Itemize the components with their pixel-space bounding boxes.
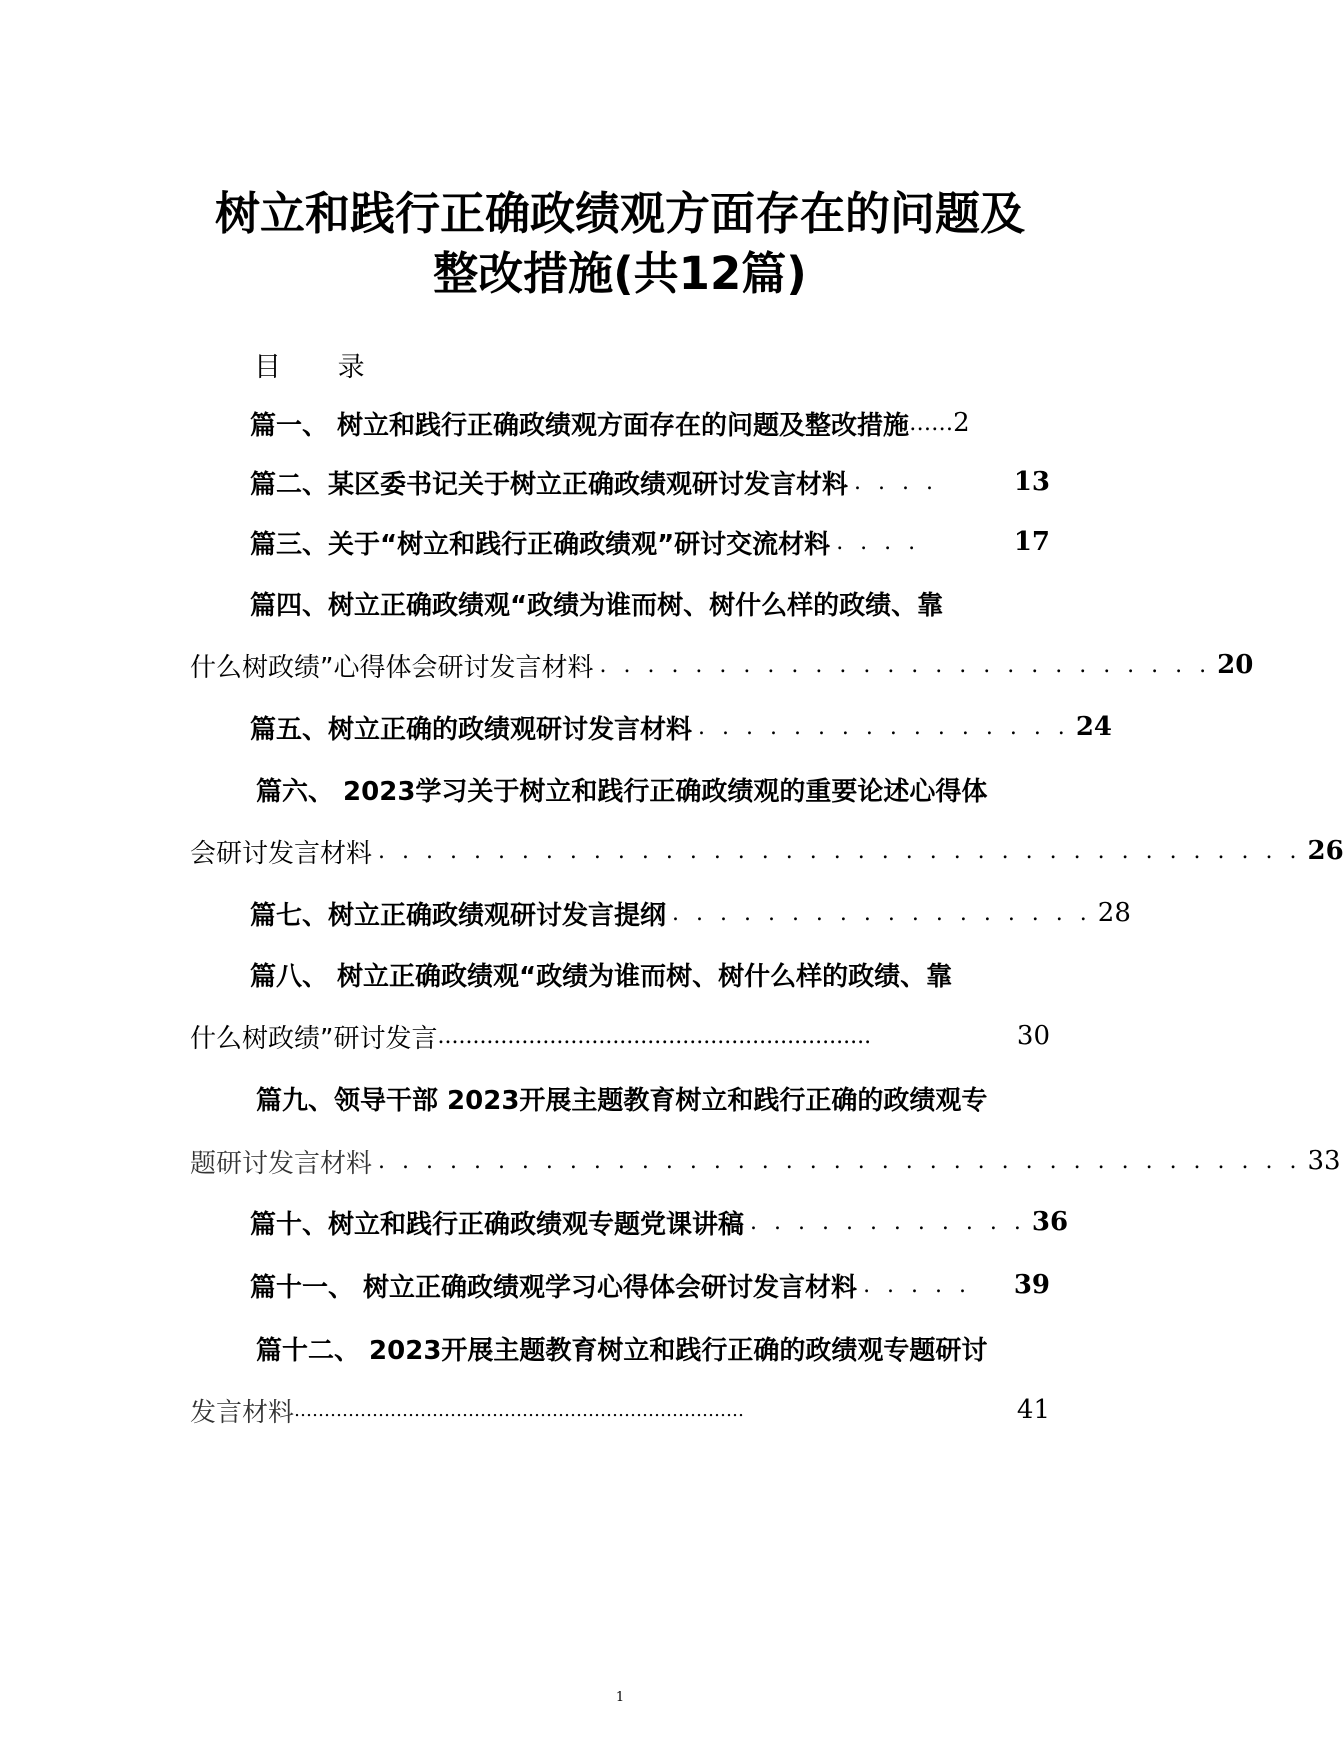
toc-entry-5[interactable] <box>250 704 1112 750</box>
toc-entry-text: 篇八、 树立正确政绩观“政绩为谁而树、树什么样的政绩、靠 <box>250 961 953 992</box>
toc-entry-text-continued: 会研讨发言材料 <box>190 838 373 869</box>
toc-entry-12-continuation[interactable] <box>190 1387 1050 1433</box>
toc-leader-dots: . . . . <box>854 469 938 495</box>
toc-entry-12[interactable] <box>256 1325 1050 1371</box>
toc-entry-7[interactable] <box>250 890 1131 936</box>
toc-entry-text: 篇十二、 2023开展主题教育树立和践行正确的政绩观专题研讨 <box>256 1335 988 1366</box>
toc-page-number: 13 <box>1013 467 1050 497</box>
toc-page-number: 28 <box>1097 898 1131 928</box>
toc-entry-text: 篇十、树立和践行正确政绩观专题党课讲稿 <box>250 1209 745 1240</box>
toc-leader-dots: . . . . <box>836 529 921 555</box>
toc-entry-8-continuation[interactable] <box>190 1013 1050 1059</box>
toc-page-number: 20 <box>1217 650 1254 680</box>
toc-entry-3[interactable] <box>250 519 1050 565</box>
toc-entry-9[interactable] <box>256 1075 1050 1121</box>
toc-entry-text: 篇五、树立正确的政绩观研讨发言材料 <box>250 714 693 745</box>
toc-page-number: 24 <box>1075 712 1112 742</box>
toc-entry-2[interactable] <box>250 459 1050 505</box>
toc-page-number: 36 <box>1031 1207 1069 1237</box>
toc-entry-4[interactable] <box>250 580 1050 626</box>
toc-page-number: 17 <box>1013 527 1050 557</box>
toc-leader-dots: ………………………………………………………………… <box>294 1399 745 1421</box>
toc-leader-dots: …… <box>909 410 954 436</box>
toc-entry-6-continuation[interactable] <box>190 828 1344 874</box>
toc-entry-text-continued: 发言材料 <box>190 1397 295 1428</box>
toc-entry-text: 篇六、 2023学习关于树立和践行正确政绩观的重要论述心得体 <box>256 776 988 807</box>
toc-entry-9-continuation[interactable] <box>190 1138 1341 1184</box>
toc-entry-4-continuation[interactable] <box>190 642 1254 688</box>
toc-entry-10[interactable] <box>250 1199 1069 1245</box>
toc-leader-dots: . . . . . . . . . . . . . . . . . . . . . . . . . . <box>599 652 1212 678</box>
toc-entry-1[interactable] <box>250 400 1050 446</box>
toc-entry-text: 篇四、树立正确政绩观“政绩为谁而树、树什么样的政绩、靠 <box>250 590 944 621</box>
toc-leader-dots: . . . . . . . . . . . . <box>750 1209 1026 1235</box>
toc-page-number: 2 <box>953 408 970 438</box>
toc-page-number: 41 <box>1016 1395 1050 1425</box>
toc-entry-text-continued: 什么树政绩”心得体会研讨发言材料 <box>190 652 594 683</box>
toc-leader-dots: . . . . . . . . . . . . . . . . . . . . . . . . . . . . . . . . . . . . . . . <box>378 838 1302 864</box>
toc-entry-text: 篇三、关于“树立和践行正确政绩观”研讨交流材料 <box>250 529 831 560</box>
toc-entry-text: 篇七、树立正确政绩观研讨发言提纲 <box>250 900 667 931</box>
toc-entry-text-continued: 题研讨发言材料 <box>190 1148 373 1179</box>
toc-heading: 目 录 <box>254 352 389 383</box>
toc-entry-text: 篇二、某区委书记关于树立正确政绩观研讨发言材料 <box>250 469 849 500</box>
toc-leader-dots: . . . . . <box>863 1272 972 1298</box>
toc-entry-6[interactable] <box>256 766 1050 812</box>
toc-entry-text-continued: 什么树政绩”研讨发言 <box>190 1023 438 1054</box>
toc-page-number: 39 <box>1013 1270 1050 1300</box>
toc-entry-text: 篇十一、 树立正确政绩观学习心得体会研讨发言材料 <box>250 1272 858 1303</box>
document-title-line-1: 树立和践行正确政绩观方面存在的问题及 <box>214 187 1025 240</box>
toc-entry-text: 篇九、领导干部 2023开展主题教育树立和践行正确的政绩观专 <box>256 1085 988 1116</box>
toc-leader-dots: . . . . . . . . . . . . . . . . <box>698 714 1070 740</box>
toc-leader-dots: .............................................................. <box>437 1023 872 1049</box>
toc-entry-8[interactable] <box>250 951 1050 997</box>
toc-leader-dots: . . . . . . . . . . . . . . . . . . <box>672 900 1092 926</box>
toc-entry-text: 篇一、 树立和践行正确政绩观方面存在的问题及整改措施 <box>250 410 910 441</box>
toc-entry-11[interactable] <box>250 1262 1050 1308</box>
toc-leader-dots: . . . . . . . . . . . . . . . . . . . . . . . . . . . . . . . . . . . . . . . <box>378 1148 1302 1174</box>
toc-page-number: 26 <box>1307 836 1344 866</box>
document-title-line-2: 整改措施(共12篇) <box>433 247 807 300</box>
toc-page-number: 30 <box>1016 1021 1050 1051</box>
toc-page-number: 33 <box>1307 1146 1341 1176</box>
footer-page-number: 1 <box>615 1690 625 1705</box>
